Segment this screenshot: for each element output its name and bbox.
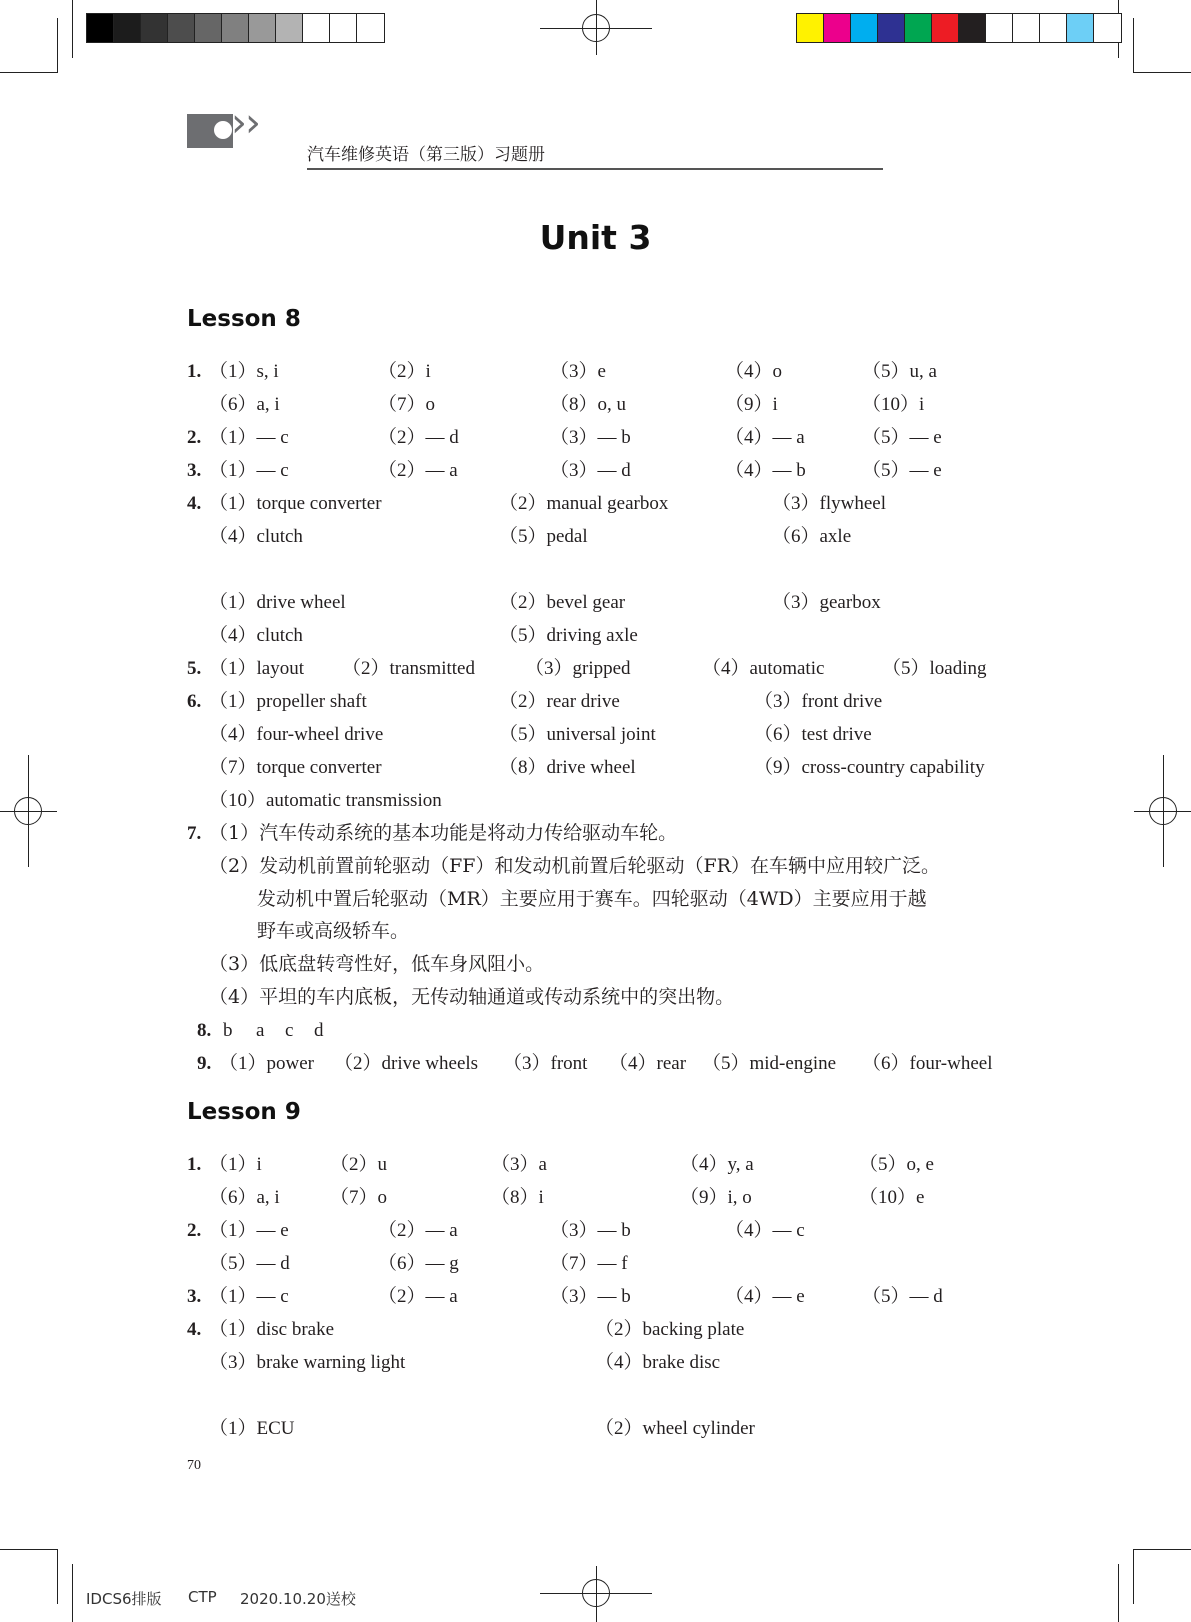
lesson9-answer: （2）— a	[378, 1220, 458, 1241]
lesson9-answer: （1）ECU	[209, 1418, 295, 1439]
color-swatch	[986, 14, 1013, 42]
lesson9-question-number: 4.	[187, 1319, 202, 1340]
color-swatch	[878, 14, 905, 42]
lesson8-answer: （1）power	[219, 1053, 314, 1074]
lesson8-answer: （2）rear drive	[499, 691, 620, 712]
lesson9-answer: （2）u	[330, 1154, 388, 1175]
lesson8-answer: （4）— b	[725, 460, 806, 481]
lesson9-answer: （4）brake disc	[595, 1352, 721, 1373]
color-swatch	[1067, 14, 1094, 42]
lesson8-answer: （4）clutch	[209, 526, 303, 547]
crop-mark	[1133, 1549, 1134, 1604]
color-swatch	[357, 14, 384, 42]
lesson8-answer: （3）front drive	[754, 691, 883, 712]
lesson8-answer: （2）drive wheels	[334, 1053, 479, 1074]
color-swatch	[851, 14, 878, 42]
color-swatch	[959, 14, 986, 42]
lesson8-answer: （5）mid-engine	[702, 1053, 837, 1074]
cmyk-color-bar	[796, 13, 1122, 43]
lesson8-answer: （6）a, i	[209, 394, 280, 415]
lesson8-answer: （5）pedal	[499, 526, 588, 547]
page-number: 70	[187, 1458, 201, 1473]
lesson9-answer: （1）— c	[209, 1286, 289, 1307]
lesson8-answer: （3）gripped	[525, 658, 631, 679]
lesson8-answer: （4）平坦的车内底板，无传动轴通道或传动系统中的突出物。	[209, 986, 735, 1008]
lesson9-answer: （7）— f	[550, 1253, 628, 1274]
registration-line	[1163, 755, 1164, 867]
lesson8-question-number: 3.	[187, 460, 202, 481]
crop-mark	[57, 18, 58, 73]
lesson9-answer: （2）wheel cylinder	[595, 1418, 755, 1439]
lesson8-answer: （5）— e	[862, 460, 942, 481]
lesson9-answer: （3）— b	[550, 1286, 631, 1307]
footer-ctp: CTP	[188, 1588, 217, 1606]
color-swatch	[168, 14, 195, 42]
lesson8-answer: （5）— e	[862, 427, 942, 448]
footer-typesetting: IDCS6排版	[86, 1590, 162, 1608]
lesson9-answer: （2）— a	[378, 1286, 458, 1307]
lesson8-answer: （6）four-wheel	[862, 1053, 993, 1074]
footer-date: 2020.10.20送校	[240, 1590, 356, 1608]
registration-line	[596, 0, 597, 55]
lesson8-question-number: 8.	[197, 1020, 212, 1041]
lesson8-answer: （8）drive wheel	[499, 757, 636, 778]
lesson8-answer: （1）汽车传动系统的基本功能是将动力传给驱动车轮。	[209, 822, 678, 844]
lesson8-answer: （3）gearbox	[772, 592, 881, 613]
crop-mark	[72, 0, 73, 58]
lesson9-answer: （1）— e	[209, 1220, 289, 1241]
book-title: 汽车维修英语（第三版）习题册	[307, 145, 545, 165]
lesson8-answer: （6）axle	[772, 526, 852, 547]
color-swatch	[195, 14, 222, 42]
gray-color-bar	[86, 13, 385, 43]
crop-mark	[57, 1549, 58, 1604]
lesson8-question-number: 4.	[187, 493, 202, 514]
color-swatch	[303, 14, 330, 42]
lesson9-answer: （6）a, i	[209, 1187, 280, 1208]
lesson8-answer: （2）manual gearbox	[499, 493, 669, 514]
lesson8-question-number: 9.	[197, 1053, 212, 1074]
lesson9-answer: （7）o	[330, 1187, 388, 1208]
lesson8-answer: （4）clutch	[209, 625, 303, 646]
lesson8-answer: （7）torque converter	[209, 757, 382, 778]
lesson-8-heading: Lesson 8	[187, 306, 301, 332]
lesson9-question-number: 3.	[187, 1286, 202, 1307]
lesson9-answer: （6）— g	[378, 1253, 459, 1274]
color-swatch	[932, 14, 959, 42]
lesson8-question-number: 1.	[187, 361, 202, 382]
crop-mark	[0, 1549, 58, 1550]
lesson9-answer: （5）— d	[862, 1286, 943, 1307]
lesson8-answer: （4）— a	[725, 427, 805, 448]
color-swatch	[276, 14, 303, 42]
crop-mark	[1133, 72, 1191, 73]
lesson8-answer: （2）— a	[378, 460, 458, 481]
lesson8-question-number: 7.	[187, 823, 202, 844]
lesson8-answer: （5）loading	[882, 658, 987, 679]
lesson8-answer: （3）低底盘转弯性好，低车身风阻小。	[209, 953, 545, 975]
lesson8-answer: （10）i	[862, 394, 925, 415]
lesson8-answer: （3）e	[550, 361, 606, 382]
lesson8-answer: （3）— d	[550, 460, 631, 481]
lesson8-answer: （1）s, i	[209, 361, 279, 382]
lesson8-answer: （1）propeller shaft	[209, 691, 367, 712]
lesson9-answer: （8）i	[491, 1187, 544, 1208]
unit-title: Unit 3	[539, 218, 652, 257]
lesson8-answer: （1）layout	[209, 658, 304, 679]
color-swatch	[1040, 14, 1067, 42]
registration-line	[28, 755, 29, 867]
lesson8-answer: （3）flywheel	[772, 493, 886, 514]
lesson8-answer: （2）发动机前置前轮驱动（FF）和发动机前置后轮驱动（FR）在车辆中应用较广泛。	[209, 855, 940, 877]
lesson8-answer: （1）— c	[209, 460, 289, 481]
lesson8-answer: （7）o	[378, 394, 436, 415]
lesson-9-heading: Lesson 9	[187, 1099, 301, 1125]
lesson8-answer: 发动机中置后轮驱动（MR）主要应用于赛车。四轮驱动（4WD）主要应用于越	[257, 888, 927, 910]
color-swatch	[824, 14, 851, 42]
lesson8-answer: （5）driving axle	[499, 625, 638, 646]
color-swatch	[141, 14, 168, 42]
lesson8-question-number: 2.	[187, 427, 202, 448]
lesson8-answer: （4）o	[725, 361, 783, 382]
lesson9-answer: （1）disc brake	[209, 1319, 335, 1340]
crop-mark	[1118, 1564, 1119, 1622]
color-swatch	[87, 14, 114, 42]
lesson9-answer: （4）y, a	[680, 1154, 754, 1175]
lesson8-answer: （4）automatic	[702, 658, 825, 679]
lesson9-answer: （4）— c	[725, 1220, 805, 1241]
color-swatch	[1013, 14, 1040, 42]
lesson8-answer: （2）— d	[378, 427, 459, 448]
lesson8-answer: a	[256, 1020, 265, 1041]
chevron-right-icon: ›	[231, 100, 247, 146]
crop-mark	[1133, 18, 1134, 73]
lesson8-answer: （1）— c	[209, 427, 289, 448]
crop-mark	[0, 72, 58, 73]
lesson8-answer: （2）transmitted	[342, 658, 475, 679]
lesson8-question-number: 5.	[187, 658, 202, 679]
lesson8-answer: c	[285, 1020, 294, 1041]
lesson9-answer: （1）i	[209, 1154, 262, 1175]
crop-mark	[72, 1564, 73, 1622]
lesson8-answer: （3）— b	[550, 427, 631, 448]
lesson8-answer: （9）i	[725, 394, 778, 415]
lesson8-answer: （1）drive wheel	[209, 592, 346, 613]
lesson9-answer: （10）e	[859, 1187, 925, 1208]
lesson8-answer: （2）bevel gear	[499, 592, 626, 613]
lesson8-answer: b	[223, 1020, 233, 1041]
lesson8-question-number: 6.	[187, 691, 202, 712]
chapter-logo-dot	[214, 121, 232, 139]
lesson9-answer: （5）— d	[209, 1253, 290, 1274]
lesson8-answer: （2）i	[378, 361, 431, 382]
lesson8-answer: 野车或高级轿车。	[257, 920, 410, 942]
color-swatch	[114, 14, 141, 42]
lesson8-answer: （4）four-wheel drive	[209, 724, 384, 745]
lesson9-answer: （3）a	[491, 1154, 547, 1175]
lesson9-answer: （9）i, o	[680, 1187, 752, 1208]
color-swatch	[905, 14, 932, 42]
lesson8-answer: （4）rear	[609, 1053, 687, 1074]
lesson9-answer: （3）brake warning light	[209, 1352, 406, 1373]
lesson9-answer: （4）— e	[725, 1286, 805, 1307]
lesson9-answer: （5）o, e	[859, 1154, 934, 1175]
lesson8-answer: （1）torque converter	[209, 493, 382, 514]
lesson9-question-number: 2.	[187, 1220, 202, 1241]
color-swatch	[330, 14, 357, 42]
color-swatch	[1094, 14, 1121, 42]
lesson8-answer: （6）test drive	[754, 724, 872, 745]
lesson8-answer: d	[314, 1020, 324, 1041]
lesson9-question-number: 1.	[187, 1154, 202, 1175]
header-rule	[307, 168, 883, 170]
lesson9-answer: （3）— b	[550, 1220, 631, 1241]
lesson8-answer: （10）automatic transmission	[209, 790, 442, 811]
color-swatch	[249, 14, 276, 42]
lesson8-answer: （5）u, a	[862, 361, 937, 382]
lesson8-answer: （9）cross-country capability	[754, 757, 985, 778]
registration-line	[596, 1566, 597, 1622]
crop-mark	[1133, 1549, 1191, 1550]
chevron-right-icon: ›	[245, 100, 261, 146]
color-swatch	[222, 14, 249, 42]
lesson8-answer: （5）universal joint	[499, 724, 656, 745]
color-swatch	[797, 14, 824, 42]
lesson8-answer: （3）front	[503, 1053, 588, 1074]
lesson9-answer: （2）backing plate	[595, 1319, 745, 1340]
lesson8-answer: （8）o, u	[550, 394, 627, 415]
